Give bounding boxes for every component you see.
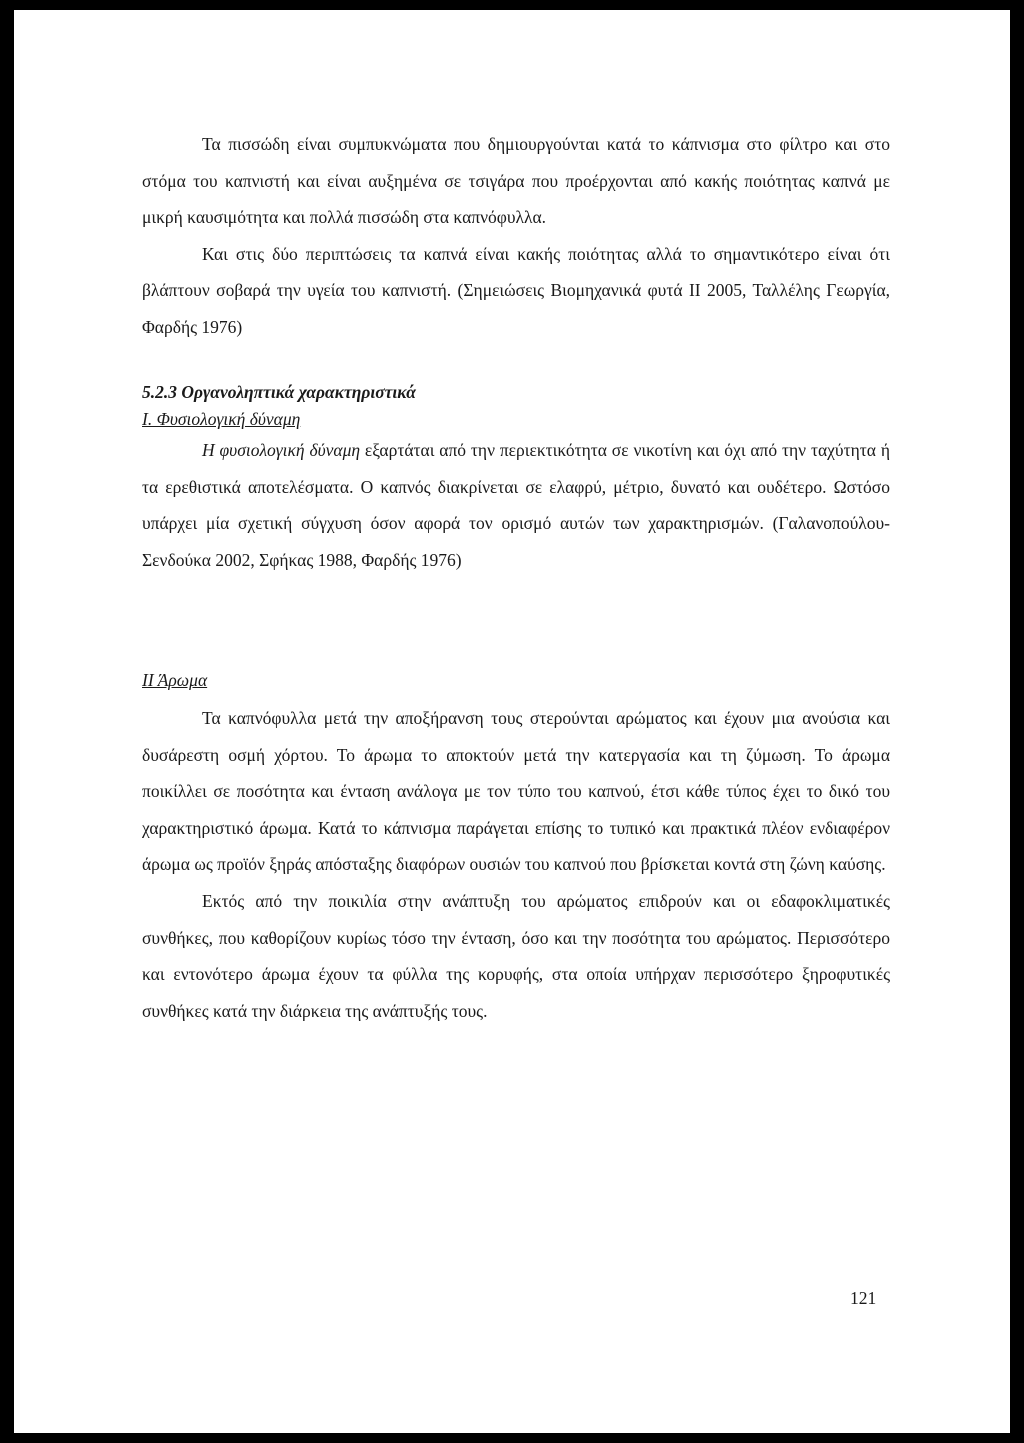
paragraph-physiological-strength	[142, 432, 890, 578]
section-aroma	[142, 660, 890, 1029]
paragraph-tar	[142, 126, 890, 346]
subheading-aroma: ΙΙ Άρωμα	[142, 670, 208, 690]
section-heading: 5.2.3 Οργανοληπτικά χαρακτηριστικά	[142, 382, 416, 402]
document-page	[14, 10, 1010, 1433]
page-number: 121	[850, 1288, 877, 1308]
subheading-physiological-strength: Ι. Φυσιολογική δύναμη	[142, 409, 301, 429]
paragraph-1: Τα πισσώδη είναι συμπυκνώματα που δημιουργούνται κατά το κάπνισμα στο φίλτρο και στο στόμα του καπνιστή και είναι αυξημένα σε τσιγάρα που προέρχονται από κακής ποιότητας καπνά με μικρή καυσιμότητα και πολλά πισσώδη στα καπνόφυλλα.	[142, 134, 890, 228]
paragraph-4: Τα καπνόφυλλα μετά την αποξήρανση τους στερούνται αρώματος και έχουν μια ανούσια και δυσάρεστη οσμή χόρτου. Το άρωμα το αποκτούν μετά την κατεργασία και τη ζύμωση. Το άρωμα ποικίλλει σε ποσότητα και ένταση ανάλογα με τον τύπο του καπνού, έτσι κάθε τύπος έχει το δικό του χαρακτηριστικό άρωμα. Κατά το κάπνισμα παράγεται επίσης το τυπικό και πρακτικά πλέον ενδιαφέρον άρωμα ως προϊόν ξηράς απόσταξης διαφόρων ουσιών του καπνού που βρίσκεται κοντά στη ζώνη καύσης.	[142, 708, 890, 875]
paragraph-5: Εκτός από την ποικιλία στην ανάπτυξη του αρώματος επιδρούν και οι εδαφοκλιματικές συνθήκες, που καθορίζουν κυρίως τόσο την ένταση, όσο και την ποσότητα του αρώματος. Περισσότερο και εντονότερο άρωμα έχουν τα φύλλα της κορυφής, στα οποία υπήρχαν περισσότερο ξηροφυτικές συνθήκες κατά την διάρκεια της ανάπτυξής τους.	[142, 890, 890, 1021]
section-organoleptic	[142, 378, 890, 578]
paragraph-3-italic-term: Η φυσιολογική δύναμη	[202, 440, 361, 460]
paragraph-3-body: εξαρτάται από την περιεκτικότητα σε νικοτίνη και όχι από την ταχύτητα ή τα ερεθιστικά αποτελέσματα. Ο καπνός διακρίνεται σε ελαφρύ, μέτριο, δυνατό και ουδέτερο. Ωστόσο υπάρχει μία σχετική σύγχυση όσον αφορά τον ορισμό αυτών των χαρακτηρισμών. (Γαλανοπούλου-Σενδούκα 2002, Σφήκας 1988, Φαρδής 1976)	[142, 440, 890, 570]
paragraph-2: Και στις δύο περιπτώσεις τα καπνά είναι κακής ποιότητας αλλά το σημαντικότερο είναι ότι βλάπτουν σοβαρά την υγεία του καπνιστή. (Σημειώσεις Βιομηχανικά φυτά ΙΙ 2005, Ταλλέλης Γεωργία, Φαρδής 1976)	[142, 243, 890, 337]
